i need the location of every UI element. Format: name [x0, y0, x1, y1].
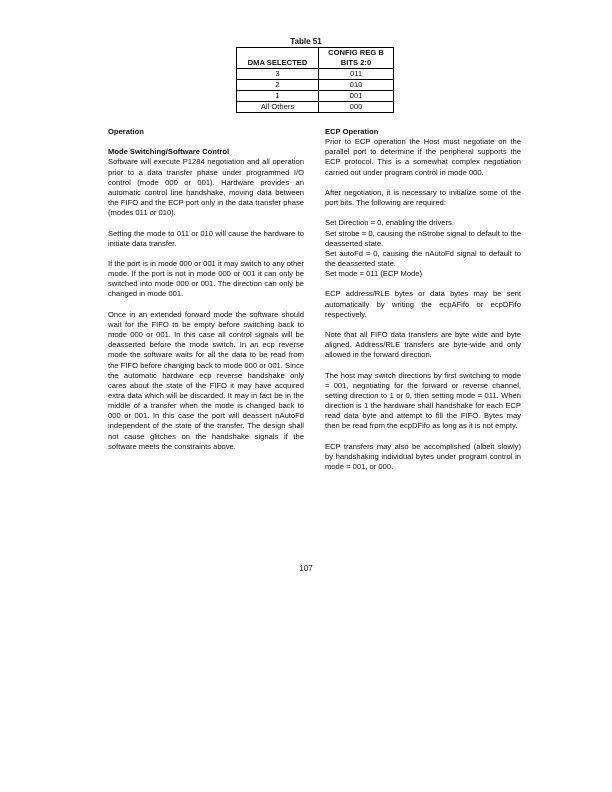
- table-cell: 010: [319, 80, 394, 91]
- table-cell: 2: [237, 80, 319, 91]
- operation-heading: Operation: [108, 127, 144, 136]
- table-cell: 1: [237, 91, 319, 102]
- table-cell: 000: [319, 102, 394, 113]
- paragraph: After negotiation, it is necessary to initialize some of the port bits. The following are required:: [325, 187, 521, 208]
- spacer: [108, 137, 304, 147]
- paragraph: If the port is in mode 000 or 001 it may switch to any other mode. If the port is not in mode 000 or 001 it can only be switched into mode 000 or 001. The direction can only be changed in mode 001.: [108, 258, 304, 299]
- set-line: Set Direction = 0, enabling the drivers.: [325, 218, 454, 228]
- table-title: Table 51: [290, 37, 322, 46]
- set-line: Set mode = 011 (ECP Mode): [325, 269, 423, 279]
- table-header-row: [237, 48, 394, 69]
- right-column: [325, 127, 521, 482]
- table-header-config-reg: CONFIG REG B BITS 2:0: [319, 48, 394, 69]
- paragraph: Once in an extended forward mode the software should wait for the FIFO to be empty before switching back to mode 000 or 001. In this case all control signals will be deasserted before the mode switch. In an ecp reverse mode the software waits for all the data to be read from the FIFO before changing back to mode 000 or 001. Since the automatic hardware ecp reverse handshake only cares about the state of the FIFO it may have acquired extra data which will be discarded. It may in fact be in the middle of a transfer when the mode is changed back to 000 or 001. In this case the port will deassert nAutoFd independent of the state of the transfer. The design shall not cause glitches on the handshake signals if the software meets the constraints above.: [108, 309, 304, 451]
- paragraph: Note that all FIFO data transfers are byte wide and byte aligned. Address/RLE transfers are byte-wide and only allowed in the forward direction.: [325, 330, 521, 360]
- table-header-dma-selected: DMA SELECTED: [237, 48, 319, 69]
- table-row: [237, 91, 394, 102]
- paragraph: ECP address/RLE bytes or data bytes may be sent automatically by writing the ecpAFifo or ecpDFifo respectively.: [325, 289, 521, 319]
- paragraph: Setting the mode to 011 or 010 will cause the hardware to initiate data transfer.: [108, 228, 304, 248]
- table-cell: 3: [237, 69, 319, 80]
- mode-switching-heading: Mode Switching/Software Control: [108, 147, 230, 157]
- paragraph: The host may switch directions by first switching to mode = 001, negotiating for the forward or reverse channel, setting direction to 1 or 0, then setting mode = 011. When direction is 1 the hardware shall handshake for each ECP read data byte and attempt to fill the FIFO. Bytes may then be read from the ecpDFifo as long as it is not empty.: [325, 370, 521, 431]
- table-cell: All Others: [237, 102, 319, 113]
- page-number: 107: [299, 564, 313, 573]
- paragraph: Software will execute P1284 negotiation and all operation prior to a data transfer phase under programmed I/O control (mode 000 or 001). Hardware provides an automatic control line handshake, moving data between the FIFO and the ECP port only in the data transfer phase (modes 011 or 010).: [108, 157, 304, 218]
- set-line: Set autoFd = 0, causing the nAutoFd signal to default to the deasserted state.: [325, 248, 521, 268]
- set-line: Set strobe = 0, causing the nStrobe signal to default to the deasserted state.: [325, 228, 521, 248]
- table-cell: 011: [319, 69, 394, 80]
- paragraph: ECP transfers may also be accomplished (albeit slowly) by handshaking individual bytes under program control in mode = 001, or 000.: [325, 441, 521, 472]
- table-row: [237, 102, 394, 113]
- ecp-operation-heading: ECP Operation: [325, 127, 379, 136]
- table-row: [237, 80, 394, 91]
- dma-config-table: [236, 47, 394, 113]
- table-row: [237, 69, 394, 80]
- table-cell: 001: [319, 91, 394, 102]
- paragraph: Prior to ECP operation the Host must negotiate on the parallel port to determine if the peripheral supports the ECP protocol. This is a somewhat complex negotiation carried out under program control in mode 000.: [325, 137, 521, 177]
- left-column: [108, 127, 304, 462]
